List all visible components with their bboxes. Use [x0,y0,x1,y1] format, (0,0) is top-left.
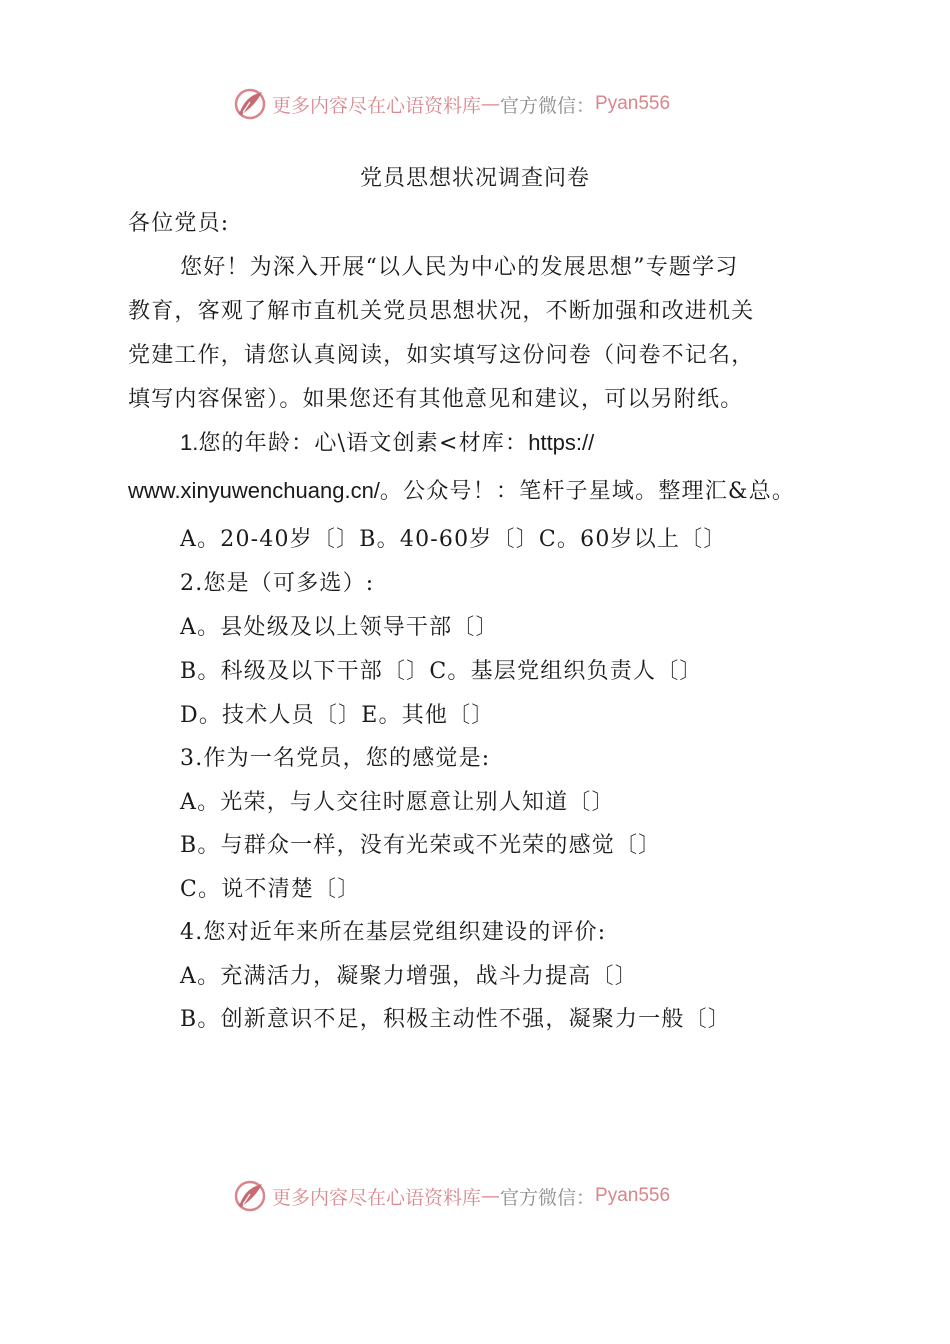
document-title: 党员思想状况调查问卷 [359,166,590,191]
question-2: 2.您是（可多选）: [180,571,375,596]
greeting: 各位党员: [128,211,230,236]
banner-dash: — [481,1185,501,1207]
question-1-url-part-2: www.xinyuwenchuang.cn/ [128,478,380,503]
intro-line-3: 党建工作，请您认真阅读，如实填写这份问卷（问卷不记名， [128,343,755,368]
banner-wechat-id: Pyan556 [595,93,671,114]
question-1-number: 1. [180,430,199,455]
question-2-option-a: A。县处级及以上领导干部〔〕 [180,615,499,640]
banner-main-text: 更多内容尽在心语资料库 [272,1186,482,1209]
question-2-option-b-c: B。科级及以下干部〔〕C。基层党组织负责人〔〕 [180,659,703,684]
question-4: 4.您对近年来所在基层党组织建设的评价: [180,920,607,945]
question-1-text: 您的年龄：心\语文创素<材库： [198,431,529,456]
question-1-options: A。20-40岁〔〕B。40-60岁〔〕C。60岁以上〔〕 [180,527,727,552]
intro-line-2: 教育，客观了解市直机关党员思想状况，不断加强和改进机关 [128,299,755,324]
footer-watermark-banner [232,1176,670,1216]
intro-line-1: 您好！为深入开展“以人民为中心的发展思想”专题学习 [180,255,739,280]
banner-wechat-label: 官方微信： [500,1186,596,1209]
question-1 [180,426,594,457]
question-1-continued [128,474,795,505]
fountain-pen-logo-icon [232,86,268,122]
question-3-option-c: C。说不清楚〔〕 [180,877,361,902]
question-3-option-a: A。光荣，与人交往时愿意让别人知道〔〕 [180,790,615,815]
banner-wechat-id: Pyan556 [595,1185,671,1206]
question-1-url-part-1: https:// [528,430,595,455]
question-2-option-d-e: D。技术人员〔〕E。其他〔〕 [180,703,495,728]
banner-main-text: 更多内容尽在心语资料库 [272,94,482,117]
fountain-pen-logo-icon [232,1178,268,1214]
question-4-option-a: A。充满活力，凝聚力增强，战斗力提高〔〕 [180,964,638,989]
header-watermark-banner [232,84,670,124]
question-1-tail: 。公众号！：笔杆子星域。整理汇&总。 [379,479,796,504]
question-4-option-b: B。创新意识不足，积极主动性不强，凝聚力一般〔〕 [180,1007,731,1032]
banner-dash: — [481,93,501,115]
question-3: 3.作为一名党员，您的感觉是: [180,746,491,771]
intro-line-4: 填写内容保密）。如果您还有其他意见和建议，可以另附纸。 [128,387,744,412]
question-3-option-b: B。与群众一样，没有光荣或不光荣的感觉〔〕 [180,833,662,858]
banner-wechat-label: 官方微信： [500,94,596,117]
